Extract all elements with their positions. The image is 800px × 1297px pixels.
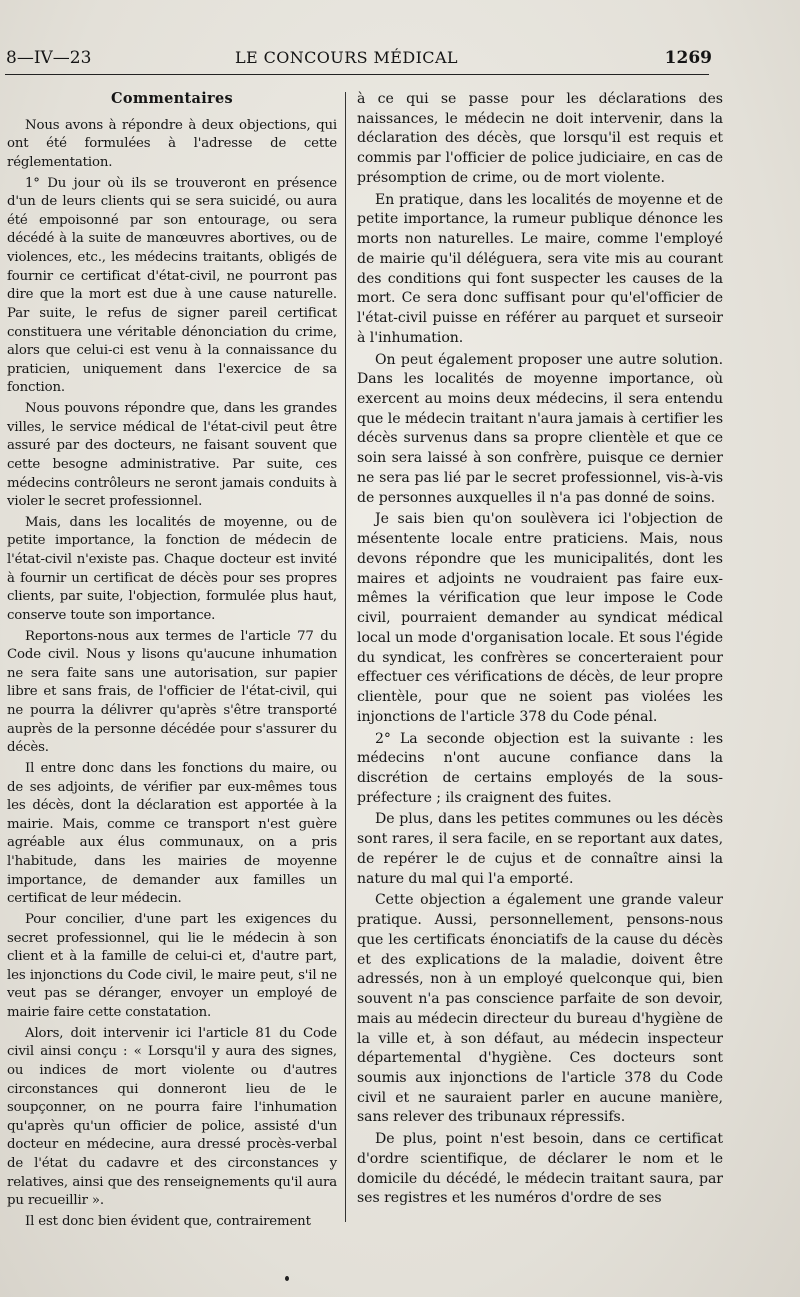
paragraph: Nous avons à répondre à deux objections, qui ont été formulées à l'adresse de cette réglementation.	[7, 117, 337, 170]
left-column	[7, 90, 337, 1232]
paragraph: Mais, dans les localités de moyenne, ou de petite importance, la fonction de médecin de l'état-civil n'existe pas. Chaque docteur est invité à fournir un certificat de décès pour ses propres clients, par suite, l'objection, formulée plus haut, conserve toute son importance.	[7, 514, 337, 623]
page-number: 1269	[664, 48, 712, 68]
paragraph: En pratique, dans les localités de moyenne et de petite importance, la rumeur publique dénonce les morts non naturelles. Le maire, comme l'employé de mairie qu'il déléguera, sera vite mis au courant des conditions qui font suspecter les causes de la mort. Ce sera donc suffisant pour qu'el'officier de l'état-civil puisse en référer au parquet et surseoir à l'inhumation.	[357, 191, 723, 346]
paragraph: Nous pouvons répondre que, dans les grandes villes, le service médical de l'état-civil peut être assuré par des docteurs, ne faisant souvent que cette besogne administrative. Par suite, ces médecins contrôleurs ne seront jamais conduits à violer le secret professionnel.	[7, 401, 337, 510]
paragraph: Je sais bien qu'on soulèvera ici l'objection de mésentente locale entre praticiens. Mais, nous devons répondre que les municipalités, dont les maires et adjoints ne voudraient pas faire eux-mêmes la vérification que leur impose le Code civil, pourraient demander au syndicat médical local un mode d'organisation locale. Et sous l'égide du syndicat, les confrères se concerteraient pour effectuer ces vérifications de décès, de leur propre clientèle, pour que ne soient pas violées les injonctions de l'article 378 du Code pénal.	[357, 511, 723, 725]
header-rule	[5, 74, 709, 75]
ink-spot	[285, 1276, 289, 1281]
paragraph-continuation: à ce qui se passe pour les déclarations des naissances, le médecin ne doit intervenir, dans la déclaration des décès, que lorsqu'il est requis et commis par l'officier de police judiciaire, en cas de présomption de crime, ou de mort violente.	[357, 91, 723, 186]
paragraph: Alors, doit intervenir ici l'article 81 du Code civil ainsi conçu : « Lorsqu'il y aura des signes, ou indices de mort violente ou d'autres circonstances qui donneront lieu de le soupçonner, on ne pourra faire l'inhumation qu'après qu'un officier de police, assisté d'un docteur en médecine, aura dressé procès-verbal de l'état du cadavre et des circonstances y relatives, ainsi que des renseignements qu'il aura pu recueillir ».	[7, 1025, 337, 1209]
issue-date: 8—IV—23	[6, 48, 92, 68]
paragraph: 1° Du jour où ils se trouveront en présence d'un de leurs clients qui se sera suicidé, ou aura été empoisonné par son entourage, ou sera décédé à la suite de manœuvres abortives, ou de violences, etc., les médecins traitants, obligés de fournir ce certificat d'état-civil, ne pourront pas dire que la mort est due à une cause naturelle. Par suite, le refus de signer pareil certificat constituera une véritable dénonciation du crime, alors que celui-ci est venu à la connaissance du praticien, uniquement dans l'exercice de sa fonction.	[7, 175, 337, 396]
paragraph: De plus, point n'est besoin, dans ce certificat d'ordre scientifique, de déclarer le nom et le domicile du décédé, le médecin traitant saura, par ses registres et les numéros d'ordre de ses	[357, 1131, 723, 1207]
paragraph: Pour concilier, d'une part les exigences du secret professionnel, qui lie le médecin à son client et à la famille de celui-ci et, d'autre part, les injonctions du Code civil, le maire peut, s'il ne veut pas se déranger, envoyer un employé de mairie faire cette constatation.	[7, 911, 337, 1020]
paragraph: De plus, dans les petites communes ou les décès sont rares, il sera facile, en se reportant aux dates, de repérer le de cujus et de connaître ainsi la nature du mal qui l'a emporté.	[357, 811, 723, 887]
journal-title: LE CONCOURS MÉDICAL	[235, 48, 458, 67]
section-title: Commentaires	[111, 90, 233, 107]
paragraph: Il est donc bien évident que, contrairement	[25, 1213, 311, 1229]
paragraph: 2° La seconde objection est la suivante : les médecins n'ont aucune confiance dans la discrétion de certains employés de la sous-préfecture ; ils craignent des fuites.	[357, 730, 723, 806]
paragraph: Il entre donc dans les fonctions du maire, ou de ses adjoints, de vérifier par eux-mêmes tous les décès, dont la déclaration est apportée à la mairie. Mais, comme ce transport n'est guère agréable aux élus communaux, on a pris l'habitude, dans les mairies de moyenne importance, de demander aux familles un certificat de leur médecin.	[7, 760, 337, 907]
paragraph: Reportons-nous aux termes de l'article 77 du Code civil. Nous y lisons qu'aucune inhumation ne sera faite sans une autorisation, sur papier libre et sans frais, de l'officier de l'état-civil, qui ne pourra la délivrer qu'après s'être transporté auprès de la personne décédée pour s'assurer du décès.	[7, 628, 337, 756]
page-header	[6, 48, 712, 70]
right-column	[357, 90, 723, 1209]
paragraph: On peut également proposer une autre solution. Dans les localités de moyenne importance, où exercent au moins deux médecins, il sera entendu que le médecin traitant n'aura jamais à certifier les décès survenus dans sa propre clientèle et que ce soin sera laissé à son confrère, puisque ce dernier ne sera pas lié par le secret professionnel, vis-à-vis de personnes auxquelles il n'a pas donné de soins.	[357, 351, 723, 506]
column-divider	[345, 92, 346, 1222]
paragraph: Cette objection a également une grande valeur pratique. Aussi, personnellement, pensons-nous que les certificats énonciatifs de la cause du décès et des explications de la maladie, doivent être adressés, non à un employé quelconque qui, bien souvent n'a pas conscience parfaite de son devoir, mais au médecin directeur du bureau d'hygiène de la ville et, à son défaut, au médecin inspecteur départemental d'hygiène. Ces docteurs sont soumis aux injonctions de l'article 378 du Code civil et ne sauraient parler en aucune manière, sans relever des tribunaux répressifs.	[357, 892, 723, 1126]
